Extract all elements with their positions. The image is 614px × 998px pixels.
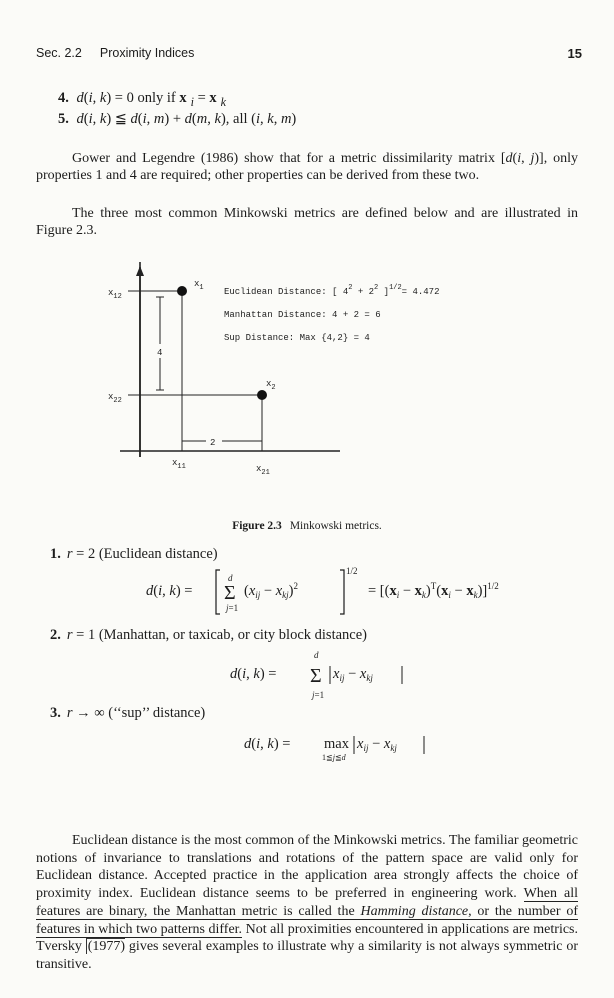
label-x11: $x_{11}$ [172,458,186,471]
label-x2: $x_2$ [266,379,276,392]
svg-text:xij − xkj: $x_{ij} - x_{kj}$ [333,666,373,683]
svg-text:j=1: j=1 [312,690,325,700]
section-number: Sec. 2.2 [36,46,82,60]
svg-text:d: d [228,573,233,583]
page-number: 15 [567,46,582,61]
svg-text:d: d [314,650,319,660]
y-axis-arrow [136,266,144,276]
equation-manhattan [226,644,426,700]
figure-caption-text: Minkowski metrics. [289,520,382,532]
figure-caption [0,520,614,532]
euclidean-distance-text: Euclidean Distance: [ $4^2 + 2^2$ ]$^{1/2}$= 4.472 [224,284,440,297]
horizontal-measure-label: 2 [210,438,216,448]
property-number: 4. [58,90,69,106]
label-x1: $x_1$ [194,279,204,292]
svg-text:= [(xi − xk)T(xi − xk)]1/2: = $[(x_i - x_k)^T(x_i - x_k)]^{1/2}$ [368,581,499,600]
equation-sup [240,728,440,768]
point-x2 [257,390,267,400]
circled-year: (1977) [87,939,126,955]
svg-text:1≦j≦d: 1≦j≦d [322,753,346,762]
underlined-hamming-sentence: When all features are binary, the Manhattan metric is called the Hamming distance, or the number of features in which two patterns differ. [36,886,579,937]
metric-euclidean: 1. r = 2 (Euclidean distance) [50,546,218,562]
paragraph-euclidean-discussion: Euclidean distance is the most common of the Minkowski metrics. The familiar geometric notions of invariance to translations and rotations of the pattern space are valid only for Euclidean distance. Accepted practice in the application area strongly affects the choice of proximity index. Euclidean distance seems to be preferred in engineering work. When all features are binary, the Manhattan metric is called the Hamming distance, or the number of features in which two patterns differ. Not all proximities encountered in applications are metrics. Tversky (1977) gives several examples to illustrate why a similarity is not always symmetric or transitive. [36,833,579,972]
label-x22: $x_{22}$ [108,392,122,405]
svg-text:1/2: 1/2 [346,566,358,576]
svg-text:xij − xkj: $x_{ij} - x_{kj}$ [357,736,397,753]
svg-text:(xij − xkj)2: $(x_{ij} - x_{kj})^2$ [244,581,299,600]
svg-text:Σ: Σ [224,582,236,604]
svg-text:d(i, k) =: d(i, k) = [244,736,291,752]
manhattan-distance-text: Manhattan Distance: 4 + 2 = 6 [224,310,381,320]
label-x12: $x_{12}$ [108,288,122,301]
figure-minkowski [100,262,540,487]
vertical-measure-label: 4 [157,348,163,358]
property-5: 5. d(i, k) ≦ d(i, m) + d(m, k), all (i, k, m) [58,111,297,127]
property-number: 5. [58,111,69,127]
svg-text:max: max [324,736,349,752]
point-x1 [177,286,187,296]
svg-text:d(i, k) =: d(i, k) = [230,666,277,682]
svg-text:j=1: j=1 [226,603,239,613]
equation-euclidean [140,560,540,622]
paragraph-minkowski-intro: The three most common Minkowski metrics are defined below and are illustrated in Figure 2.3. [36,206,578,238]
property-4: 4. d(i, k) = 0 only if x $_i$ = x $_k$ [58,90,227,109]
sup-distance-text: Sup Distance: Max {4,2} = 4 [224,333,370,343]
section-title: Proximity Indices [99,46,195,60]
label-x21: $x_{21}$ [256,464,270,477]
svg-text:d(i, k) =: d(i, k) = [146,583,193,599]
paragraph-gower-legendre: Gower and Legendre (1986) show that for a metric dissimilarity matrix [d(i, j)], only properties 1 and 4 are required; other properties can be derived from these two. [36,151,578,183]
figure-caption-label: Figure 2.3 [232,520,282,532]
metric-manhattan: 2. r = 1 (Manhattan, or taxicab, or city block distance) [50,627,367,643]
page-header [36,46,582,60]
metric-sup: 3. r → ∞ (‘‘sup’’ distance) [50,705,206,721]
svg-text:Σ: Σ [310,665,322,687]
